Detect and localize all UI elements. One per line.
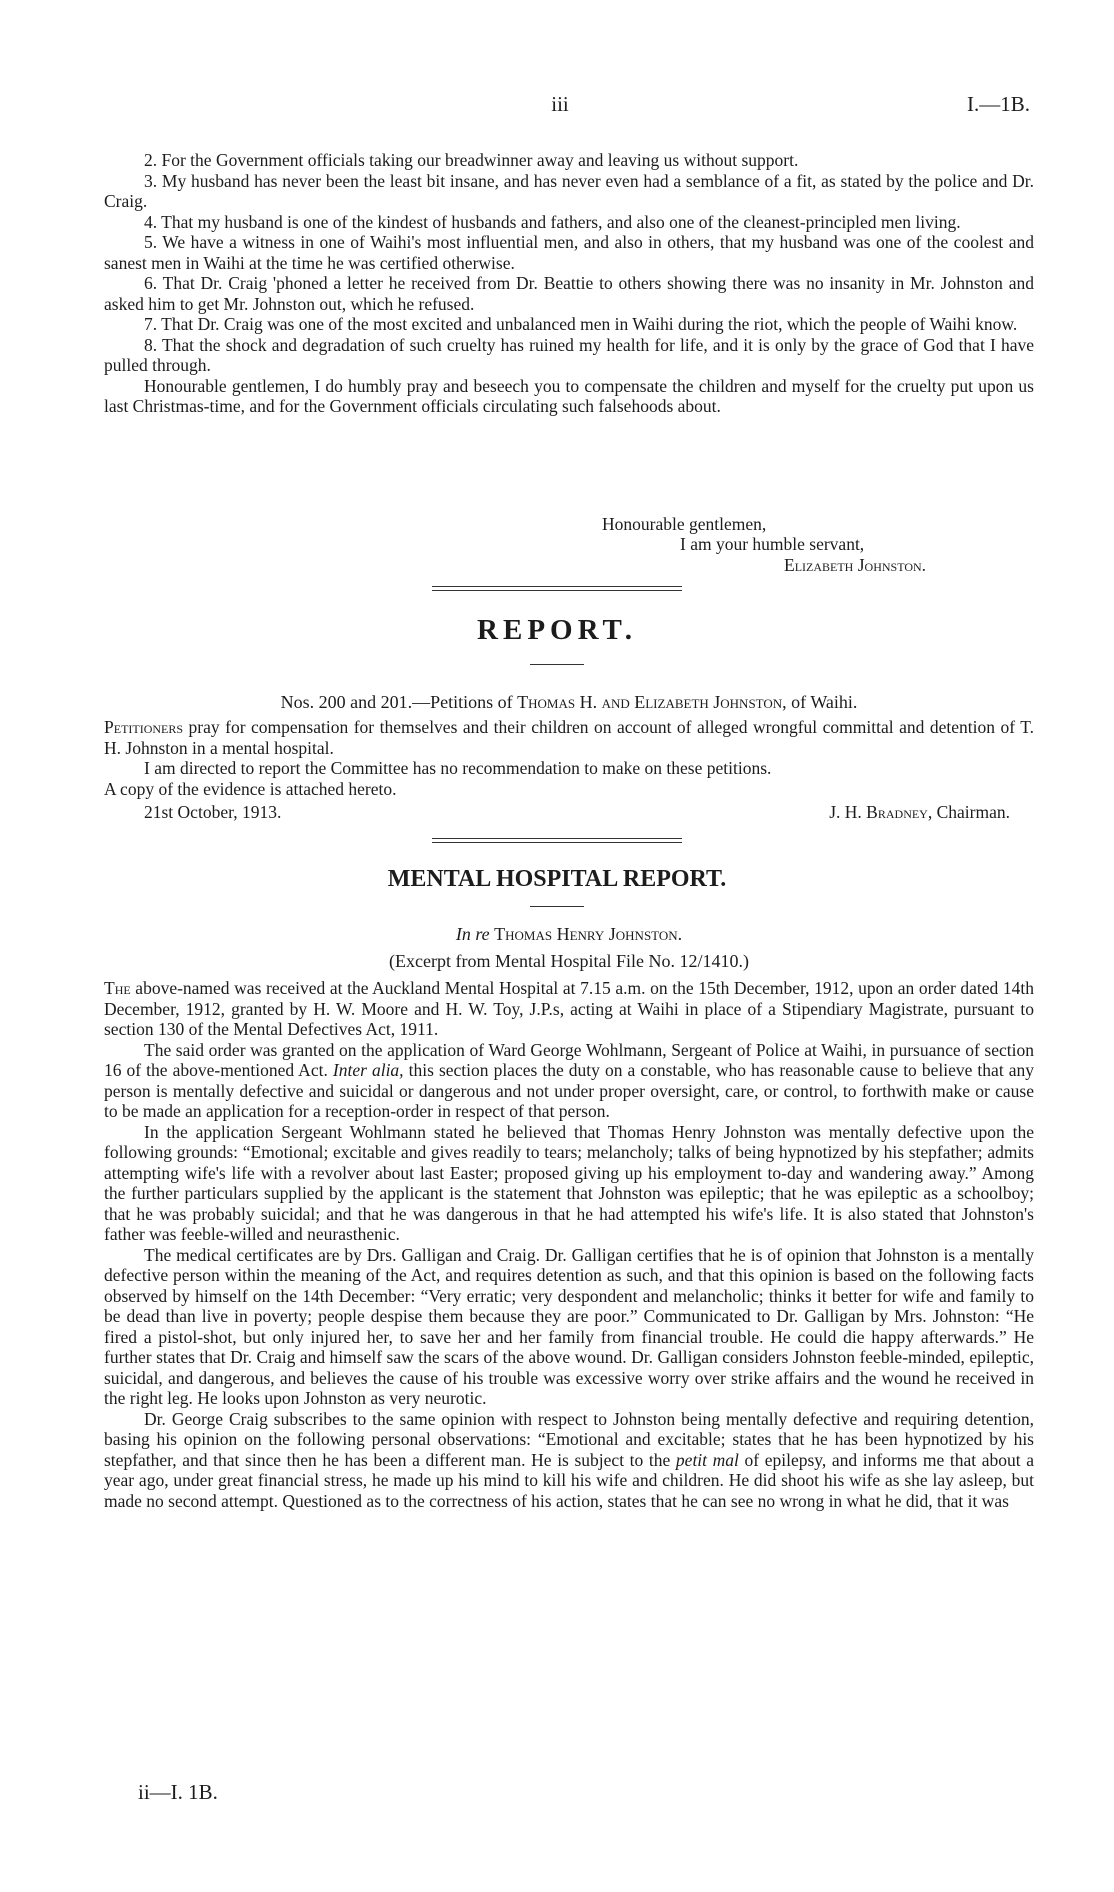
petition-signature: Elizabeth Johnston. — [784, 555, 927, 575]
report-role: , Chairman. — [927, 802, 1010, 822]
title-underline — [530, 906, 584, 907]
page-number: iii — [551, 92, 569, 116]
mental-hospital-report-title: MENTAL HOSPITAL REPORT. — [387, 866, 727, 892]
report-signatory: J. H. Bradney — [829, 802, 928, 822]
report-body — [104, 717, 1034, 799]
paragraph-text: The said order was granted on the application of Ward George Wohlmann, Sergeant of Police at Waihi, in pursuance of section 16 of the above-mentioned Act. — [104, 1039, 1034, 1080]
title-underline — [530, 664, 584, 665]
petition-servant-line: I am your humble servant, — [680, 534, 865, 554]
report-direction: I am directed to report the Committee has no recommendation to make on these petitions. — [144, 758, 772, 778]
petition-paragraph: 7. That Dr. Craig was one of the most excited and unbalanced men in Waihi during the riot, which the people of Waihi know. — [144, 314, 1018, 334]
paragraph-text: of epilepsy, and informs me that about a year ago, under great financial stress, he made up his mind to kill his wife and children. He did shoot his wife as she lay asleep, but made no second attempt. Questioned as to the correctness of his action, states that he can see no wrong in what he did, that it was — [104, 1449, 1034, 1511]
petition-body — [104, 150, 1034, 417]
petition-ref-names: Thomas H. and Elizabeth Johnston — [517, 692, 783, 712]
report-prayer — [104, 717, 1034, 758]
report-date: 21st October, 1913. — [144, 802, 282, 822]
report-lead-word: Petitioners — [104, 717, 184, 737]
petition-paragraph: 5. We have a witness in one of Waihi's most influential men, and also in others, that my husband was one of the coolest and sanest men in Waihi at the time he was certified otherwise. — [104, 232, 1034, 273]
paragraph-lead-word: The — [104, 978, 131, 998]
in-re-label: In re — [455, 924, 490, 944]
mental-report-paragraph — [104, 1409, 1034, 1512]
report-prayer-text: pray for compensation for themselves and their children on account of alleged wrongful committal and detention of T. H. Johnston in a mental hospital. — [104, 717, 1034, 758]
mental-report-paragraph: The medical certificates are by Drs. Galligan and Craig. Dr. Galligan certifies that he is of opinion that Johnston is a mentally defective person within the meaning of the Act, and requires detention as such, and that this opinion is based on the following facts observed by himself on the 14th December: “Very erratic; very despondent and melancholic; thinks it better for wife and family to be dead than live in poverty; people despise them because they are poor.” Communicated to Dr. Galligan by Mrs. Johnston: “He fired a pistol-shot, but only injured her, to save her and her family from financial trouble. He could die happy afterwards.” He further states that Dr. Craig and himself saw the scars of the above wound. Dr. Galligan considers Johnston feeble-minded, epileptic, suicidal, and dangerous, and believes the cause of his trouble was excessive worry over strike affairs and the wound he received in the right leg. He looks upon Johnston as very neurotic. — [104, 1244, 1034, 1408]
mental-report-paragraph — [104, 978, 1034, 1040]
petition-paragraph: 8. That the shock and degradation of such cruelty has ruined my health for life, and it is only by the grace of God that I have pulled through. — [104, 334, 1034, 375]
in-re-name: Thomas Henry Johnston. — [494, 924, 683, 944]
petition-paragraph: 6. That Dr. Craig 'phoned a letter he received from Dr. Beattie to others showing there was no insanity in Mr. Johnston and asked him to get Mr. Johnston out, which he refused. — [104, 273, 1034, 314]
petition-ref-suffix: , of Waihi. — [782, 692, 858, 712]
petition-reference — [104, 692, 1034, 713]
printer-signature-mark: ii—I. 1B. — [138, 1780, 218, 1804]
petition-paragraph: 2. For the Government officials taking our breadwinner away and leaving us without support. — [144, 150, 799, 170]
petition-paragraph: 4. That my husband is one of the kindest of husbands and fathers, and also one of the cleanest-principled men living. — [144, 211, 961, 232]
in-re-line — [104, 924, 1034, 945]
petition-closing: Honourable gentlemen, — [602, 514, 767, 534]
excerpt-line: (Excerpt from Mental Hospital File No. 12/1410.) — [389, 951, 749, 971]
document-reference: I.—1B. — [967, 92, 1030, 116]
report-title: REPORT. — [477, 614, 637, 646]
section-divider — [432, 586, 682, 591]
paragraph-italic: Inter alia, — [332, 1060, 404, 1080]
section-divider — [432, 838, 682, 843]
mental-report-paragraph — [104, 1040, 1034, 1122]
petition-ref-prefix: Nos. 200 and 201.—Petitions of — [280, 692, 513, 712]
petition-paragraph: 3. My husband has never been the least bit insane, and has never even had a semblance of a fit, as stated by the police and Dr. Craig. — [104, 170, 1034, 211]
paragraph-text: this section places the duty on a constable, who has reasonable cause to believe that any person is mentally defective and suicidal or dangerous and not under proper oversight, care, or control, to forthwith make or cause to be made an application for a reception-order in respect of that person. — [104, 1060, 1034, 1121]
paragraph-italic: petit mal — [675, 1449, 739, 1470]
petition-paragraph: Honourable gentlemen, I do humbly pray and beseech you to compensate the children and myself for the cruelty put upon us last Christmas-time, and for the Government officials circulating such falsehoods about. — [104, 375, 1034, 416]
mental-report-body — [104, 978, 1034, 1511]
report-signatory-line — [829, 802, 1010, 823]
mental-report-paragraph: In the application Sergeant Wohlmann stated he believed that Thomas Henry Johnston was mentally defective upon the following grounds: “Emotional; excitable and gives readily to tears; melancholy; talks of being hypnotized by his stepfather; admits attempting wife's life with a revolver about last Easter; proposed giving up his employment to-day and wandering away.” Among the further particulars supplied by the applicant is the statement that Johnston was epileptic; that he was epileptic as a schoolboy; that he was probably suicidal; and that he was dangerous in that he had attempted his wife's life. It is also stated that Johnston's father was feeble-willed and neurasthenic. — [104, 1121, 1034, 1244]
paragraph-text: above-named was received at the Auckland Mental Hospital at 7.15 a.m. on the 15th December, 1912, upon an order dated 14th December, 1912, granted by H. W. Moore and H. W. Toy, J.P.s, acting at Waihi in place of a Stipendiary Magistrate, pursuant to section 130 of the Mental Defectives Act, 1911. — [104, 978, 1034, 1039]
paragraph-text: Dr. George Craig subscribes to the same opinion with respect to Johnston being mentally defective and requiring detention, basing his opinion on the following personal observations: “Emotional and excitable; states that he has been hypnotized by his stepfather, and that since then he has been a different man. He is subject to the — [104, 1408, 1034, 1470]
report-attached: A copy of the evidence is attached hereto. — [104, 778, 397, 799]
